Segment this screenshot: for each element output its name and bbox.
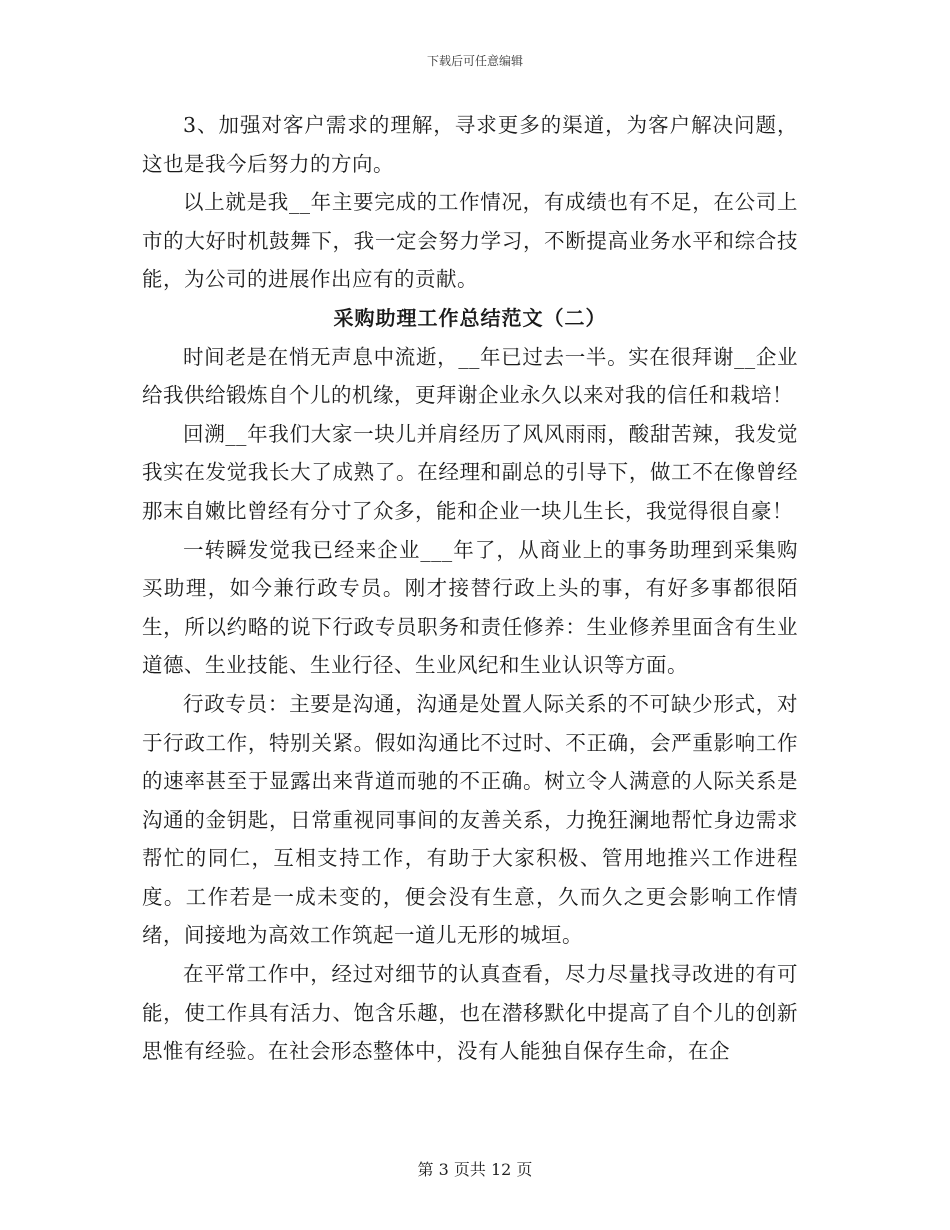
paragraph: 3、加强对客户需求的理解，寻求更多的渠道，为客户解决问题，这也是我今后努力的方向。 [142,113,798,176]
paragraph: 一转瞬发觉我已经来企业___年了，从商业上的事务助理到采集购买助理，如今兼行政专员。刚才接替行政上头的事，有好多事都很陌生，所以约略的说下行政专员职务和责任修养：生业修养里面含有生业道德、生业技能、生业行径、生业风纪和生业认识等方面。 [142,537,798,678]
paragraph: 行政专员：主要是沟通，沟通是处置人际关系的不可缺少形式，对于行政工作，特别关紧。假如沟通比不过时、不正确，会严重影响工作的速率甚至于显露出来背道而驰的不正确。树立令人满意的人际关系是沟通的金钥匙，日常重视同事间的友善关系，力挽狂澜地帮忙身边需求帮忙的同仁，互相支持工作，有助于大家积极、管用地推兴工作进程度。工作若是一成未变的，便会没有生意，久而久之更会影响工作情绪，间接地为高效工作筑起一道儿无形的城垣。 [142,691,798,948]
page-number: 第 3 页共 12 页 [417,1160,533,1179]
paragraph: 以上就是我__年主要完成的工作情况，有成绩也有不足，在公司上市的大好时机鼓舞下，我一定会努力学习，不断提高业务水平和综合技能，为公司的进展作出应有的贡献。 [142,190,798,292]
paragraph: 回溯__年我们大家一块儿并肩经历了风风雨雨，酸甜苦辣，我发觉我实在发觉我长大了成熟了。在经理和副总的引导下，做工不在像曾经那末自嫩比曾经有分寸了众多，能和企业一块儿生长，我觉得很自豪！ [142,421,798,523]
paragraph: 在平常工作中，经过对细节的认真查看，尽力尽量找寻改进的有可能，使工作具有活力、饱含乐趣，也在潜移默化中提高了自个儿的创新思惟有经验。在社会形态整体中，没有人能独自保存生命，在企 [142,962,798,1064]
paragraph: 时间老是在悄无声息中流逝，__年已过去一半。实在很拜谢__企业给我供给锻炼自个儿的机缘，更拜谢企业永久以来对我的信任和栽培！ [142,344,798,408]
section-title: 采购助理工作总结范文（二） [333,305,607,330]
document-body [142,106,798,1071]
header-note: 下载后可任意编辑 [426,54,523,68]
